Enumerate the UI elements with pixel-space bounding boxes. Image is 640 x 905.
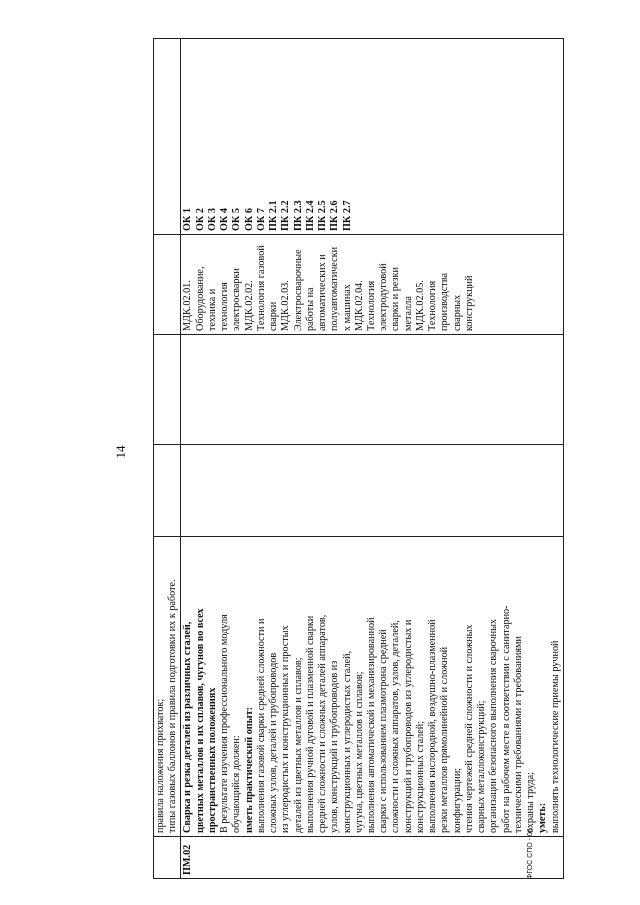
text-line: чтения чертежей средней сложности и сложных xyxy=(463,624,475,833)
skills-label: уметь: xyxy=(537,802,549,833)
course-line: Технология xyxy=(365,280,377,331)
rotated-page xyxy=(85,17,561,887)
text-line: техническими требованиями и требованиями xyxy=(512,636,524,833)
text-line: сложных узлов, деталей и трубопроводов xyxy=(268,652,280,833)
courses-cell xyxy=(181,235,563,335)
text-line: узлов, конструкций и трубопроводов из xyxy=(329,660,341,833)
text-line: чугуна, цветных металлов и сплавов; xyxy=(353,671,365,833)
course-line: металла xyxy=(402,296,414,331)
text-line: сварки с использованием плазмотрона средней xyxy=(378,629,390,833)
text-line: выполнения ручной дуговой и плазменной сварки xyxy=(304,615,316,833)
text-line: сварных металлоконструкций; xyxy=(476,700,488,833)
table-cell xyxy=(154,39,181,235)
course-line: сварных xyxy=(451,294,463,331)
competency-code: ОК 1 xyxy=(182,208,194,231)
text-line: конструкционных сталей; xyxy=(414,720,426,833)
course-line: электросварки xyxy=(231,268,243,331)
course-line: конструкций xyxy=(463,275,475,331)
text-line: сложности и сложных аппаратов, узлов, деталей, xyxy=(390,620,402,833)
table-row xyxy=(154,39,181,879)
text-line: выполнения кислородной, воздушно-плазменной xyxy=(427,619,439,833)
competency-code: ОК 2 xyxy=(194,208,206,231)
text-line: выполнения газовой сварки средней сложности и xyxy=(255,618,267,833)
course-line: работы на xyxy=(304,287,316,331)
course-line: МДК.02.04. xyxy=(353,280,365,331)
text-line: организации безопасного выполнения сварочных xyxy=(488,618,500,833)
course-line: Оборудование, xyxy=(194,266,206,331)
course-line: сварки и резки xyxy=(390,267,402,331)
competencies-cell xyxy=(181,39,563,235)
text-line: обучающийся должен: xyxy=(231,735,243,833)
text-line: деталей из цветных металлов и сплавов; xyxy=(292,657,304,833)
competency-code: ПК 2.2 xyxy=(280,200,292,231)
curriculum-table xyxy=(153,38,564,879)
text-line: типы газовых баллонов и правила подготовки их к работе. xyxy=(167,579,179,833)
competency-code: ОК 5 xyxy=(231,208,243,231)
table-cell xyxy=(154,837,181,879)
table-cell xyxy=(154,235,181,335)
competency-code: ПК 2.4 xyxy=(304,200,316,231)
practice-label: иметь практический опыт: xyxy=(243,706,255,833)
table-row xyxy=(181,39,563,879)
course-line: МДК.02.05. xyxy=(414,280,426,331)
course-line: Электросварочные xyxy=(292,249,304,331)
module-heading: Сварка и резка деталей из различных сталей, xyxy=(182,621,194,833)
text-line: средней сложности и сложных деталей аппаратов, xyxy=(317,614,329,833)
competency-code: ОК 6 xyxy=(243,208,255,231)
text-line: выполнять технологические приемы ручной xyxy=(549,640,561,833)
course-line: автоматических и xyxy=(317,254,329,331)
course-line: сварки xyxy=(268,301,280,331)
module-code: ПМ.02 xyxy=(181,837,563,879)
text-line: конфигурации; xyxy=(451,767,463,833)
module-heading: пространственных положениях xyxy=(206,687,218,833)
footer-code: ФГОС СПО - 06 xyxy=(527,828,534,879)
competency-code: ПК 2.7 xyxy=(341,200,353,231)
course-line: х машинах xyxy=(341,284,353,331)
course-line: полуавтоматически xyxy=(329,246,341,331)
course-line: Технология xyxy=(427,280,439,331)
course-line: МДК.02.02. xyxy=(243,280,255,331)
text-line: конструкций и трубопроводов из углеродистых и xyxy=(402,619,414,833)
competency-code: ПК 2.1 xyxy=(268,200,280,231)
text-line: конструкционных и углеродистых сталей, xyxy=(341,650,353,833)
text-line: работ на рабочем месте в соответствии с санитарно- xyxy=(500,605,512,833)
competency-code: ПК 2.3 xyxy=(292,200,304,231)
course-line: электродуговой xyxy=(378,263,390,331)
module-heading: цветных металлов и их сплавов, чугунов во всех xyxy=(194,608,206,833)
text-line: охраны труда; xyxy=(525,772,537,833)
table-cell xyxy=(181,445,563,537)
competency-code: ПК 2.6 xyxy=(329,200,341,231)
table-cell xyxy=(154,445,181,537)
course-line: технология xyxy=(219,282,231,331)
course-line: производства xyxy=(439,272,451,331)
text-line: правила наложения прихваток; xyxy=(155,698,166,833)
competency-code: ОК 7 xyxy=(255,208,267,231)
competency-code: ОК 4 xyxy=(219,208,231,231)
text-line: резки металлов прямолинейной и сложной xyxy=(439,646,451,833)
text-line: выполнения автоматической и механизированной xyxy=(365,617,377,833)
text-line: из углеродистых и конструкционных и простых xyxy=(280,625,292,833)
competency-code: ПК 2.5 xyxy=(317,200,329,231)
competency-code: ОК 3 xyxy=(206,208,218,231)
table-cell xyxy=(181,335,563,445)
page-number: 14 xyxy=(113,445,128,459)
module-description-cell xyxy=(181,537,563,837)
course-line: техника и xyxy=(206,288,218,331)
course-line: Технология газовой xyxy=(255,245,267,331)
prev-row-cell xyxy=(154,537,181,837)
course-line: МДК.02.01. xyxy=(182,280,194,331)
course-line: МДК.02.03. xyxy=(280,280,292,331)
text-line: В результате изучения профессионального модуля xyxy=(219,614,231,833)
table-cell xyxy=(154,335,181,445)
